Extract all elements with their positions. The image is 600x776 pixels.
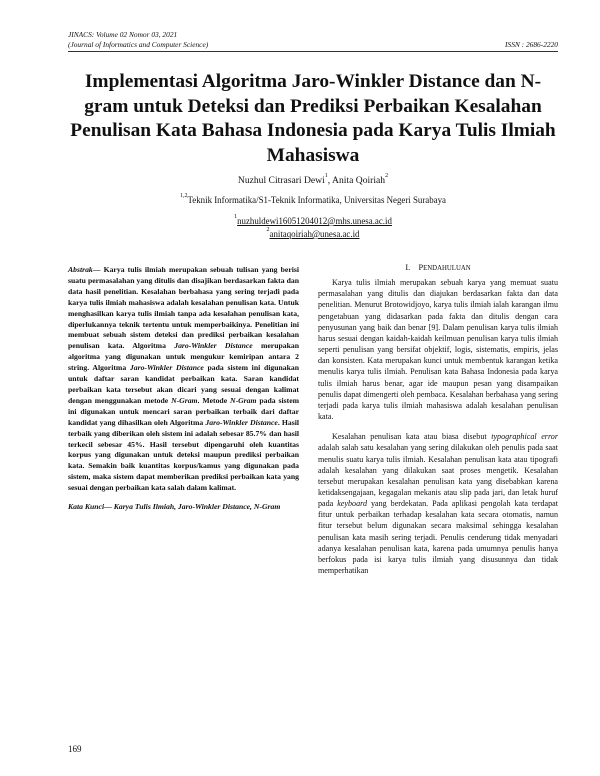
paragraph-text: yang berdekatan. Pada aplikasi pengolah kata terdapat fitur untuk perbaikan terhadap kesalahan kata secara otomatis, namun fitur tersebut belum digunakan secara maksimal sehingga kesalahan penulisan kata masih sering terjadi. Penulis cenderung tidak menyadari adanya kesalahan penulisan kata, karena pada umumnya penulis hanya berfokus pada isi karya tulis ilmiah yang disusunnya dan tidak memperhatikan <box>318 499 558 576</box>
abstract-text: Karya tulis ilmiah merupakan sebuah tulisan yang berisi suatu permasalahan yang ditulis dan disajikan berdasarkan fakta dan data hasil penelitian. Kesalahan berbahasa yang sering terjadi pada karya tulis ilmiah mahasiswa adalah kesalahan penulisan kata. Untuk menghasilkan karya tulis ilmiah tanpa ada kesalahan penulisan kata, diperlukannya teknik tertentu untuk memperbaikinya. Penelitian ini membuat sebuah sistem deteksi dan prediksi perbaikan kesalahan penulisan kata. Algoritma <box>68 265 299 351</box>
intro-paragraph-2 <box>318 431 558 576</box>
author-name: Nuzhul Citrasari Dewi <box>237 175 325 186</box>
abstract-label: Abstrak <box>68 265 93 274</box>
abstract-text: pada sistem ini digunakan untuk daftar saran kandidat perbaikan kata. Saran kandidat perbaikan kata tersebut akan dicari yang sesuai dengan kalimat dengan menggunakan metode <box>68 363 299 405</box>
keywords-text: — Karya Tulis Ilmiah, Jaro-Winkler Distance, N-Gram <box>104 502 281 512</box>
affiliation-sup: 1,2 <box>179 193 188 199</box>
abstract-term: N-Gram <box>171 395 198 405</box>
keywords <box>68 502 299 513</box>
abstract-term: Jaro-Winkler Distance <box>205 417 278 427</box>
journal-header <box>68 30 208 50</box>
header-divider <box>68 51 558 52</box>
author-name: Anita Qoiriah <box>332 175 386 186</box>
introduction-column <box>318 262 558 576</box>
paragraph-term: keyboard <box>337 499 368 509</box>
abstract-column <box>68 265 299 513</box>
section-numeral: I. <box>405 263 411 272</box>
affiliation-text: Teknik Informatika/S1-Teknik Informatika, Universitas Negeri Surabaya <box>187 195 447 205</box>
journal-full-name: (Journal of Informatics and Computer Science) <box>68 40 209 49</box>
abstract-text: . Metode <box>197 395 231 405</box>
abstract-term: Jaro-Winkler Distance <box>174 341 253 351</box>
author-list <box>68 175 558 186</box>
abstract-term: N-Gram <box>230 395 257 405</box>
abstract <box>68 265 299 494</box>
author-sup: 2 <box>385 173 389 179</box>
abstract-text: pada sistem ini digunakan untuk mencari saran perbaikan terbaik dari daftar kandidat yang dihasilkan oleh Algoritma <box>68 395 300 427</box>
section-heading-rest: ENDAHULUAN <box>423 265 471 272</box>
abstract-text: merupakan algoritma yang digunakan untuk mengukur kemiripan antara 2 string. Algoritma <box>68 341 299 373</box>
abstract-dash: — <box>92 265 104 274</box>
journal-issn: ISSN : 2686-2220 <box>505 40 558 49</box>
abstract-term: Jaro-Winkler Distance <box>129 363 204 373</box>
email-link[interactable]: nuzhuldewi16051204012@mhs.unesa.ac.id <box>237 216 392 226</box>
paragraph-text: Kesalahan penulisan kata atau biasa disebut <box>332 432 492 442</box>
paragraph-term: typographical error <box>491 432 558 442</box>
paragraph-text: adalah salah satu kesalahan yang sering dilakukan oleh penulis pada saat menulis suatu karya tulis ilmiah. Kesalahan penulisan kata atau tipografi adalah kesalahan yang dilakukan saat proses mengetik. Kesalahan tersebut merupakan kesalahan penulisan kata yang disebabkan karena ketidaksengajaan, kegagalan mekanis atau slip pada jari, dan letak huruf pada <box>318 443 558 509</box>
author-sup: 1 <box>324 173 328 179</box>
affiliation <box>68 195 558 205</box>
email-sup: 1 <box>234 214 238 220</box>
email-1 <box>68 216 558 226</box>
author-separator: , <box>327 175 333 186</box>
abstract-text: . Hasil terbaik yang diberikan oleh sistem ini adalah sebesar 85.7% dan hasil terkecil sebesar 45%. Hasil tersebut dipengaruhi oleh kuantitas korpus yang digunakan untuk deteksi maupun prediksi perbaikan kata. Semakin baik kuantitas korpus/kamus yang digunakan pada sistem, maka sistem dapat memberikan prediksi perbaikan kata yang sesuai dengan perbaikan kata salah dalam kalimat. <box>68 417 300 493</box>
paper-title: Implementasi Algoritma Jaro-Winkler Distance dan N-gram untuk Deteksi dan Prediksi Perbaikan Kesalahan Penulisan Kata Bahasa Indonesia pada Karya Tulis Ilmiah Mahasiswa <box>70 71 556 166</box>
journal-volume: JINACS: Volume 02 Nomor 03, 2021 <box>68 30 178 39</box>
page-number: 169 <box>68 744 82 754</box>
section-heading-first: P <box>418 263 424 272</box>
email-link[interactable]: anitaqoiriah@unesa.ac.id <box>269 229 360 239</box>
section-heading <box>318 262 558 274</box>
email-2 <box>68 229 558 239</box>
email-sup: 2 <box>266 227 270 233</box>
keywords-label: Kata Kunci <box>68 502 105 512</box>
intro-paragraph-1: Karya tulis ilmiah merupakan sebuah karya yang memuat suatu permasalahan yang ditulis dan diajukan berdasarkan fakta dan data penelitian. Menurut Brotowidjoyo, karya tulis ilmiah ialah karangan ilmu pengetahuan yang didasarkan pada fakta dan ditulis dengan cara penyusunan yang baik dan benar [9]. Dalam penulisan karya tulis ilmiah harus sesuai dengan kaidah-kaidah keilmuan penulisan karya tulis ilmiah seperti penulisan yang bersifat objektif, logis, sistematis, empiris, jelas dan konsisten. Kata merupakan kunci untuk membentuk karangan ketika menulis karya tulis ilmiah. Penulisan kata Bahasa Indonesia pada karya tulis ilmiah harus benar, agar ide maupun pesan yang disampaikan penulis dapat dimengerti oleh pembaca. Kesalahan berbahasa yang sering terjadi pada karya tulis ilmiah mahasiswa adalah kesalahan penulisan kata. <box>318 278 558 422</box>
